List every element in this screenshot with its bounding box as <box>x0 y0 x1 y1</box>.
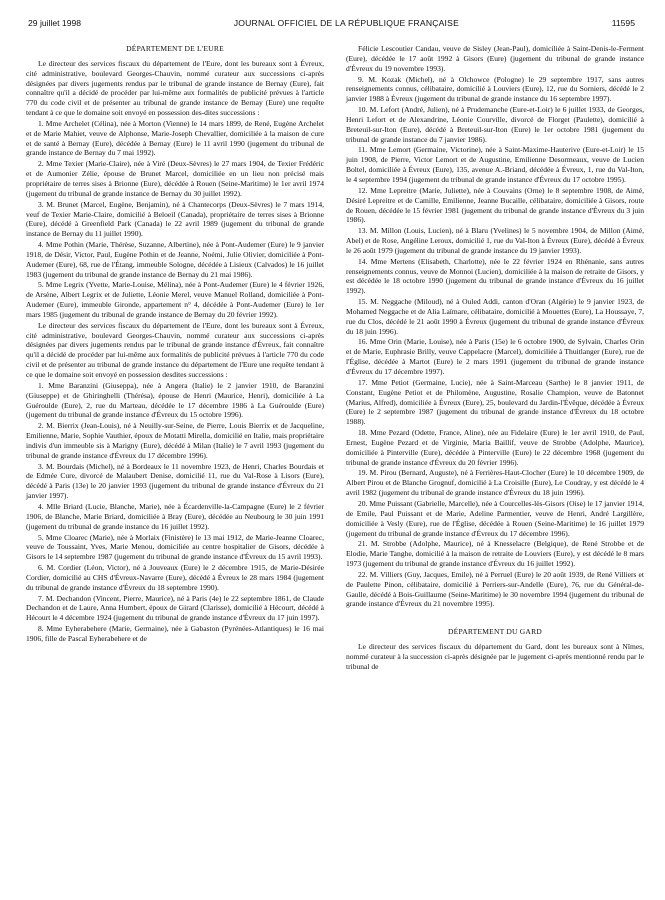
paragraph: 15. M. Neggache (Miloud), né à Ouled Addi, canton d'Oran (Algérie) le 9 janvier 1923, de Mohamed Neggache et de Alia Laïmare, célibataire, domicilié à Mouettes (Eure), La Houssaye, 7, rue du Clos, décédé le 21 août 1990 à Évreux (jugement du tribunal de grande instance d'Évreux du 18 juin 1996). <box>346 297 644 336</box>
paragraph: 10. M. Lefort (André, Julien), né à Prudemanche (Eure-et-Loir) le 6 juillet 1933, de Georges, Henri Lefort et de Alexandrine, Léonie Courville, divorcé de Florget (Paulette), domicilié à Breteuil-sur-Iton (Eure), décédé à Breteuil-sur-Iton (Eure) le 1er octobre 1981 (jugement du tribunal de grande instance du 7 janvier 1986). <box>346 105 644 144</box>
paragraph: 3. M. Brunet (Marcel, Eugène, Benjamin), né à Chantecorps (Deux-Sèvres) le 7 mars 1914, veuf de Texier Marie-Claire, domicilié à Beloeil (Canada), propriétaire de terres sises à Brionne (Eure), décédé à Greenfield Park (Canada) le 22 avril 1989 (jugement du tribunal de grande instance de Bernay du 11 juillet 1990). <box>26 199 324 239</box>
paragraph: 9. M. Kozak (Michel), né à Olchowce (Pologne) le 29 septembre 1917, sans autres renseignements connus, célibataire, domicilié à Louviers (Eure), 12, rue du Sorniers, décédé le 2 janvier 1988 à Évreux (jugement du tribunal de grande instance du 16 septembre 1997). <box>346 74 644 104</box>
paragraph: 22. M. Villiers (Guy, Jacques, Emile), né à Perruel (Eure) le 20 août 1939, de René Villiers et de Paulette Pinon, célibataire, domicilié à Perriers-sur-Andelle (Eure), 76, rue du Général-de-Gaulle, décédé à Bois-Guillaume (Seine-Maritime) le 30 novembre 1994 (jugement du tribunal de grande instance d'Évreux du 21 novembre 1995). <box>346 569 644 609</box>
paragraph: 19. M. Pirou (Bernard, Auguste), né à Ferrières-Haut-Clocher (Eure) le 10 décembre 1909, de Albert Pirou et de Blanche Grognuf, domicilié à La Croisille (Eure), Le Coudray, y est décédé le 4 avril 1982 (jugement du tribunal de grande instance d'Évreux du 18 juin 1996). <box>346 468 644 498</box>
right-column <box>346 44 644 672</box>
journal-title: JOURNAL OFFICIEL DE LA RÉPUBLIQUE FRANÇAISE <box>233 18 460 28</box>
paragraph: 2. Mme Texier (Marie-Claire), née à Viré (Deux-Sèvres) le 27 mars 1904, de Texier Frédéric et de Aumonier Zélie, épouse de Brunet Marcel, domiciliée en un lieu non précisé mais propriétaire de terres sises à Brionne (Eure), décédée à Rouen (Seine-Maritime) le 1er avril 1974 (jugement du tribunal de grande instance de Bernay du 30 juillet 1992). <box>26 159 324 198</box>
paragraph: 18. Mme Pezard (Odette, France, Aline), née au Fidelaire (Eure) le 1er avril 1910, de Paul, Ernest, Eugène Pezard et de Virginie, Maria Baillif, veuve de Strobbe (Adolphe, Maurice), domiciliée à Pinterville (Eure), décédée à Pinterville (Eure) le 22 décembre 1968 (jugement du tribunal de grande instance d'Évreux du 20 février 1996). <box>346 428 644 467</box>
section-title-gard: DÉPARTEMENT DU GARD <box>448 627 542 637</box>
paragraph: 3. M. Bourdais (Michel), né à Bordeaux le 11 novembre 1923, de Henri, Charles Bourdais et de Edmée Cure, divorcé de Malaubert Denise, domicilié 11, rue du Val-Rose à Lisors (Eure), décédé à Paris (13e) le 20 janvier 1993 (jugement du tribunal de grande instance d'Évreux du 21 janvier 1997). <box>26 461 324 501</box>
paragraph: Félicie Lescoutier Candau, veuve de Sisley (Jean-Paul), domiciliée à Saint-Denis-le-Ferment (Eure), décédée le 17 août 1992 à Gisors (Eure) (jugement du tribunal de grande instance d'Évreux du 19 novembre 1993). <box>346 44 644 73</box>
paragraph: 12. Mme Lepreitre (Marie, Juliette), née à Couvains (Orne) le 8 septembre 1908, de Aimé, Désiré Lepreitre et de Camille, Emilienne, Jeanne Bucaille, célibataire, domiciliée à Gisors, route de Rouen, décédée le 15 février 1981 (jugement du tribunal de grande instance d'Évreux du 3 juin 1986). <box>346 185 644 225</box>
paragraph: 2. M. Bierrix (Jean-Louis), né à Neuilly-sur-Seine, de Pierre, Louis Bierrix et de Jacqueline, Emilienne, Marie, Sophie Vauthier, époux de Motatti Mirella, domicilié en Italie, mais propriétaire indivis d'un immeuble sis à Marigny (Eure), décédé à Milan (Italie) le 7 avril 1993 (jugement du tribunal de grande instance d'Évreux du 17 décembre 1996). <box>26 421 324 460</box>
paragraph: 13. M. Millon (Louis, Lucien), né à Blaru (Yvelines) le 5 novembre 1904, de Millon (Aimé, Abel) et de Rose, Angéline Leroux, domicilié 1, rue du Val-Iton à Évreux (Eure), décédé à Évreux le 26 août 1979 (jugement du tribunal de grande instance du 19 janvier 1993). <box>346 226 644 255</box>
paragraph: 7. M. Dechandon (Vincent, Pierre, Maurice), né à Paris (4e) le 22 septembre 1861, de Claude Dechandon et de Laure, Anna Humbert, époux de Girard (Clarisse), domicilié à Hécourt, décédé à Hécourt le 4 décembre 1924 (jugement du tribunal de grande instance d'Évreux du 17 juin 1997). <box>26 593 324 623</box>
paragraph: 20. Mme Puissant (Gabrielle, Marcelle), née à Courcelles-lès-Gisors (Oise) le 17 janvier 1914, de Emile, Paul Puissant et de Marie, Adeline Parmentier, veuve de Henri, André Largillère, domiciliée à Vesly (Eure), rue de l'Église, décédée à Rouen (Seine-Maritime) le 16 juillet 1979 (jugement du tribunal de grande instance d'Évreux du 17 décembre 1996). <box>346 498 644 538</box>
paragraph: 17. Mme Petiot (Germaine, Lucie), née à Saint-Marceau (Sarthe) le 8 janvier 1911, de Constant, Eugène Petiot et de Philomène, Augustine, Rosalie Champion, veuve de Batonnet (Marius, Alfred), domiciliée à Évreux (Eure), 25, boulevard du Jardin-l'Évêque, décédée à Évreux (Eure) le 2 septembre 1987 (jugement du tribunal de grande instance d'Évreux du 18 octobre 1988). <box>346 377 644 427</box>
paragraph: Le directeur des services fiscaux du département de l'Eure, dont les bureaux sont à Évreux, cité administrative, boulevard Georges-Chauvin, nommé curateur aux successions ci-après désignées par divers jugements rendus par le tribunal de grande instance d'Évreux, fait connaître qu'il a décidé de procéder par lui-même aux formalités de publicité prévues à l'article 770 du code civil et de présenter au tribunal de grande instance du département de l'Eure une requête tendant à ce que le domaine soit envoyé en possession desdites successions : <box>26 320 324 379</box>
paragraph: 6. M. Cordier (Léon, Victor), né à Jouveaux (Eure) le 2 décembre 1915, de Marie-Désirée Cordier, domicilié au CHS d'Évreux-Navarre (Eure), décédé à Évreux le 28 mars 1984 (jugement du tribunal de grande instance d'Évreux du 18 septembre 1990). <box>26 563 324 592</box>
paragraph: 5. Mme Cloarec (Marie), née à Morlaix (Finistère) le 13 mai 1912, de Marie-Jeanne Cloarec, veuve de Toussaint, Yves, Marie Menou, domiciliée au centre hospitalier de Gisors, décédée à Gisors le 14 septembre 1987 (jugement du tribunal de grande instance d'Évreux du 15 avril 1993). <box>26 532 324 562</box>
gard-paragraph: Le directeur des services fiscaux du département du Gard, dont les bureaux sont à Nîmes, nommé curateur à la succession ci-après désignée par le jugement ci-après mentionné rendu par le tribunal de <box>346 642 644 671</box>
left-column <box>26 44 324 644</box>
paragraph: Le directeur des services fiscaux du département de l'Eure, dont les bureaux sont à Évreux, cité administrative, boulevard Georges-Chauvin, nommé curateur aux successions ci-après désignées par divers jugements rendus par le tribunal de grande instance de Bernay (Eure), fait connaître qu'il a décidé de procéder par lui-même aux formalités de publicité prévues à l'article 770 du code civil et de présenter au tribunal de grande instance de Bernay (Eure) une requête tendant à ce que le domaine soit envoyé en possession des-dites successions : <box>26 58 324 118</box>
paragraph: 14. Mme Mertens (Elisabeth, Charlotte), née le 22 février 1924 en Rhénanie, sans autres renseignements connus, veuve de Monnoi (Lucien), domiciliée à la maison de retraite de Gisors, y est décédée le 18 octobre 1990 (jugement du tribunal de grande instance d'Évreux du 16 juillet 1992). <box>346 256 644 296</box>
right-paragraphs <box>346 44 644 609</box>
paragraph: 16. Mme Orin (Marie, Louise), née à Paris (15e) le 6 octobre 1900, de Sylvain, Charles Orin et de Marie, Euphrasie Brilly, veuve Cappelacre (Marcel), domiciliée à Thuitlanger (Eure), rue de l'Église, décédée à Martot (Eure) le 2 mars 1991 (jugement du tribunal de grande instance d'Évreux du 17 décembre 1997). <box>346 337 644 376</box>
paragraph: 4. Mlle Briard (Lucie, Blanche, Marie), née à Écardenville-la-Campagne (Eure) le 2 février 1906, de Blanche, Marie Briard, domiciliée à Bray (Eure), décédée au Neubourg le 30 juin 1991 (jugement du tribunal de grande instance du 16 juillet 1992). <box>26 501 324 531</box>
left-paragraphs <box>26 59 324 644</box>
paragraph: 21. M. Strobbe (Adolphe, Maurice), né à Knesselacre (Belgique), de René Strobbe et de Elodie, Marie Tanghe, domicilié à la maison de retraite de Louviers (Eure), y est décédé le 8 mars 1973 (jugement du tribunal de grande instance d'Évreux du 16 juillet 1992). <box>346 539 644 569</box>
header-date: 29 juillet 1998 <box>28 18 82 28</box>
paragraph: 1. Mme Archelet (Célina), née à Morton (Vienne) le 14 mars 1899, de René, Eugène Archelet et de Marie Mahiet, veuve de Alphonse, Marie-Joseph Chevallier, domiciliée à la maison de cure et de santé à Bernay (Eure), décédée à Bernay (Eure) le 11 avril 1990 (jugement du tribunal de grande instance de Bernay du 7 mai 1992). <box>26 118 324 158</box>
paragraph: 11. Mme Lemort (Germaine, Victorine), née à Saint-Maxime-Hauterive (Eure-et-Loir) le 15 juin 1908, de Pierre, Victor Lemort et de Augustine, Emilienne Desormeaux, veuve de Lucien Boltel, domiciliée à Évreux (Eure), 135, avenue A.-Briand, décédée à Évreux, 1, rue du Val-Iton, le 4 septembre 1994 (jugement du tribunal de grande instance d'Évreux du 17 octobre 1995). <box>346 145 644 184</box>
page-header <box>28 18 635 32</box>
paragraph: 4. Mme Pothin (Marie, Thérèse, Suzanne, Albertine), née à Pont-Audemer (Eure) le 9 janvier 1918, de Désir, Victor, Paul, Eugène Pothin et de Jeanne, Noémi, Julie Olivier, domiciliée à Pont-Audemer (Eure), 68, rue de l'Étang, immeuble Sologne, décédée à Lisieux (Calvados) le 16 juillet 1983 (jugement du tribunal de grande instance de Bernay du 21 mai 1986). <box>26 240 324 279</box>
section-title-eure: DÉPARTEMENT DE L'EURE <box>126 44 224 53</box>
paragraph: 5. Mme Legrix (Yvette, Marie-Louise, Mélina), née à Pont-Audemer (Eure) le 4 février 1926, de Arsène, Albert Legrix et de Juliette, Léonie Merel, veuve Manuel Rolland, domiciliée à Pont-Audemer (Eure), immeuble Gironde, appartement n° 4, décédée à Pont-Audemer (Eure) le 1er mars 1985 (jugement du tribunal de grande instance de Bernay du 20 février 1992). <box>26 280 324 319</box>
paragraph: 1. Mme Baranzini (Giuseppa), née à Angera (Italie) le 2 janvier 1910, de Baranzini (Giuseppe) et de Ghiringhelli (Thérésa), épouse de Henri (Maurice, Henri), domiciliée à La Guéroulde (Eure), 2, rue du Marteau, décédée le 17 décembre 1986 à La Guéroulde (Eure) (jugement du tribunal de grande instance d'Évreux du 15 octobre 1996). <box>26 380 324 420</box>
page-number: 11595 <box>611 18 635 28</box>
paragraph: 8. Mme Eyherabehere (Marie, Germaine), née à Gabaston (Pyrénées-Atlantiques) le 16 mai 1906, fille de Pascal Eyherabehere et de <box>26 624 324 643</box>
